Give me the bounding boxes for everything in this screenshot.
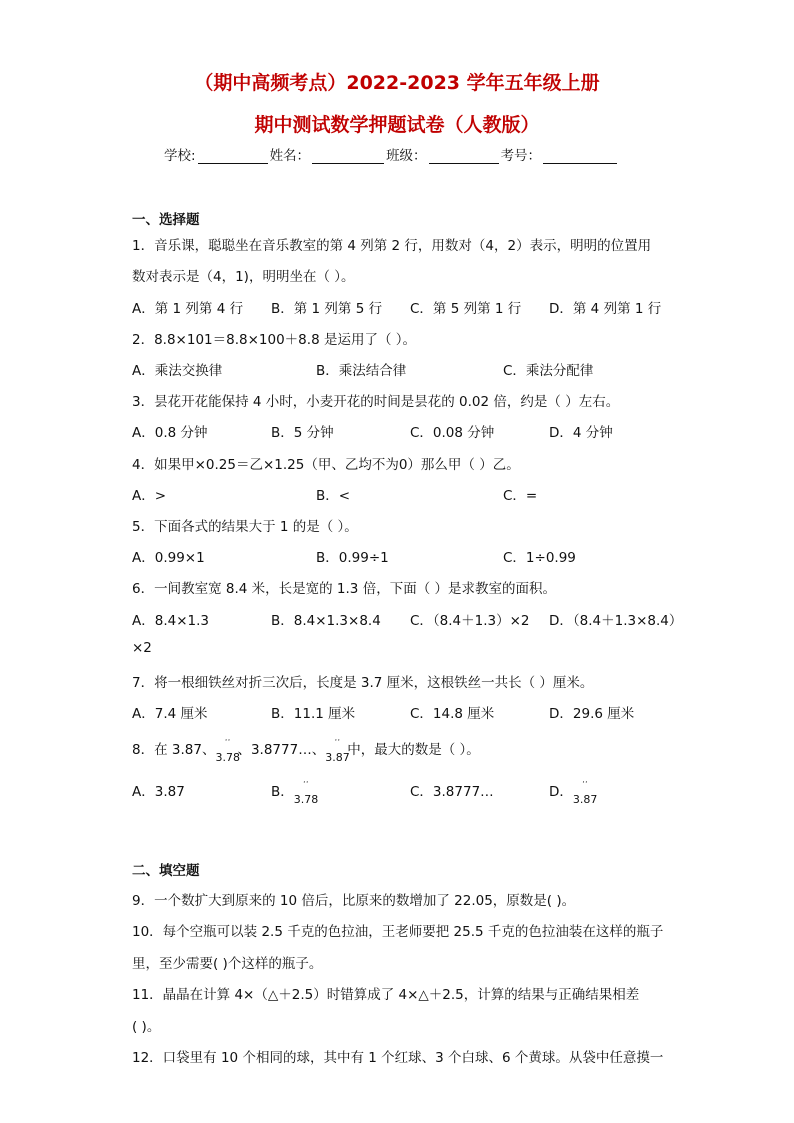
q8-pre: 8．在 3.87、 <box>132 742 216 758</box>
exam-title-line1: （期中高频考点）2022-2023 学年五年级上册 <box>194 72 600 94</box>
class-label: 班级： <box>386 148 427 164</box>
q7-line1: 7．将一根细铁丝对折三次后，长度是 3.7 厘米，这根铁丝一共长（ ）厘米。 <box>132 675 594 691</box>
class-blank[interactable] <box>429 149 499 164</box>
name-label: 姓名： <box>269 148 311 164</box>
q3-option-a: A．0.8 分钟 <box>132 425 208 441</box>
q7-option-c: C．14.8 厘米 <box>410 706 495 722</box>
q8-repeating-decimal-1: ·· 3.78 <box>215 736 240 764</box>
q2-line1: 2．8.8×101＝8.8×100＋8.8 是运用了（ ）。 <box>132 332 416 348</box>
name-blank[interactable] <box>312 149 384 164</box>
q7-option-d: D．29.6 厘米 <box>549 706 635 722</box>
q4-option-a: A．> <box>132 488 167 504</box>
number-label: 考号： <box>500 148 542 164</box>
exam-title-line2: 期中测试数学押题试卷（人教版） <box>254 114 540 136</box>
q8-option-b-decimal: ·· 3.78 <box>293 778 319 806</box>
q8-option-a: A．3.87 <box>132 784 185 800</box>
q8-line1 <box>132 736 480 764</box>
section1-title: 一、选择题 <box>132 212 200 228</box>
q3-option-b: B．5 分钟 <box>271 425 334 441</box>
q8-option-c: C．3.8777… <box>410 784 494 800</box>
q7-option-b: B．11.1 厘米 <box>271 706 356 722</box>
q4-line1: 4．如果甲×0.25＝乙×1.25（甲、乙均不为0）那么甲（ ）乙。 <box>132 457 520 473</box>
q1-option-b: B．第 1 列第 5 行 <box>271 301 383 317</box>
q6-option-a: A．8.4×1.3 <box>132 613 209 629</box>
q5-option-b: B．0.99÷1 <box>316 550 389 566</box>
q6-option-b: B．8.4×1.3×8.4 <box>271 613 381 629</box>
q8-option-d-decimal: ·· 3.87 <box>572 778 598 806</box>
q10-line1: 10．每个空瓶可以装 2.5 千克的色拉油，王老师要把 25.5 千克的色拉油装在这样的瓶子 <box>132 924 664 940</box>
q8-post: 中，最大的数是（ ）。 <box>347 742 480 758</box>
school-blank[interactable] <box>198 149 268 164</box>
q2-option-b: B．乘法结合律 <box>316 363 407 379</box>
q2-option-c: C．乘法分配律 <box>503 363 594 379</box>
q8-option-d: D． ·· 3.87 <box>549 778 598 806</box>
q6-option-c: C．（8.4＋1.3）×2 <box>410 613 530 629</box>
q5-line1: 5．下面各式的结果大于 1 的是（ ）。 <box>132 519 358 535</box>
q8-option-b: B． ·· 3.78 <box>271 778 319 806</box>
q6-line1: 6．一间教室宽 8.4 米，长是宽的 1.3 倍，下面（ ）是求教室的面积。 <box>132 581 556 597</box>
q9-line: 9．一个数扩大到原来的 10 倍后，比原来的数增加了 22.05，原数是( )。 <box>132 893 576 909</box>
q3-option-d: D．4 分钟 <box>549 425 613 441</box>
q8-repeating-decimal-2: ·· 3.87 <box>325 736 350 764</box>
q3-option-c: C．0.08 分钟 <box>410 425 495 441</box>
q5-option-c: C．1÷0.99 <box>503 550 576 566</box>
student-info-row <box>164 144 619 164</box>
q12-line1: 12．口袋里有 10 个相同的球，其中有 1 个红球、3 个白球、6 个黄球。从袋中任意摸一 <box>132 1050 664 1066</box>
q11-line1: 11．晶晶在计算 4×（△＋2.5）时错算成了 4×△＋2.5，计算的结果与正确结果相差 <box>132 987 640 1003</box>
section2-title: 二、填空题 <box>132 863 200 879</box>
q6-line2: ×2 <box>132 640 152 656</box>
q2-option-a: A．乘法交换律 <box>132 363 223 379</box>
q1-option-c: C．第 5 列第 1 行 <box>410 301 522 317</box>
q1-option-d: D．第 4 列第 1 行 <box>549 301 662 317</box>
q7-option-a: A．7.4 厘米 <box>132 706 208 722</box>
q8-mid: 、3.8777…、 <box>237 742 326 758</box>
q3-line1: 3．昙花开花能保持 4 小时，小麦开花的时间是昙花的 0.02 倍，约是（ ）左右。 <box>132 394 620 410</box>
q4-option-b: B．< <box>316 488 351 504</box>
q4-option-c: C．= <box>503 488 538 504</box>
q6-option-d: D．（8.4＋1.3×8.4） <box>549 613 683 629</box>
q1-option-a: A．第 1 列第 4 行 <box>132 301 244 317</box>
q11-line2: ( )。 <box>132 1019 161 1035</box>
q1-line1: 1．音乐课，聪聪坐在音乐教室的第 4 列第 2 行，用数对（4，2）表示，明明的位置用 <box>132 238 652 254</box>
school-label: 学校: <box>164 148 196 164</box>
number-blank[interactable] <box>543 149 617 164</box>
q10-line2: 里，至少需要( )个这样的瓶子。 <box>132 956 323 972</box>
q1-line2: 数对表示是（4，1)，明明坐在（ ）。 <box>132 269 355 285</box>
q5-option-a: A．0.99×1 <box>132 550 205 566</box>
